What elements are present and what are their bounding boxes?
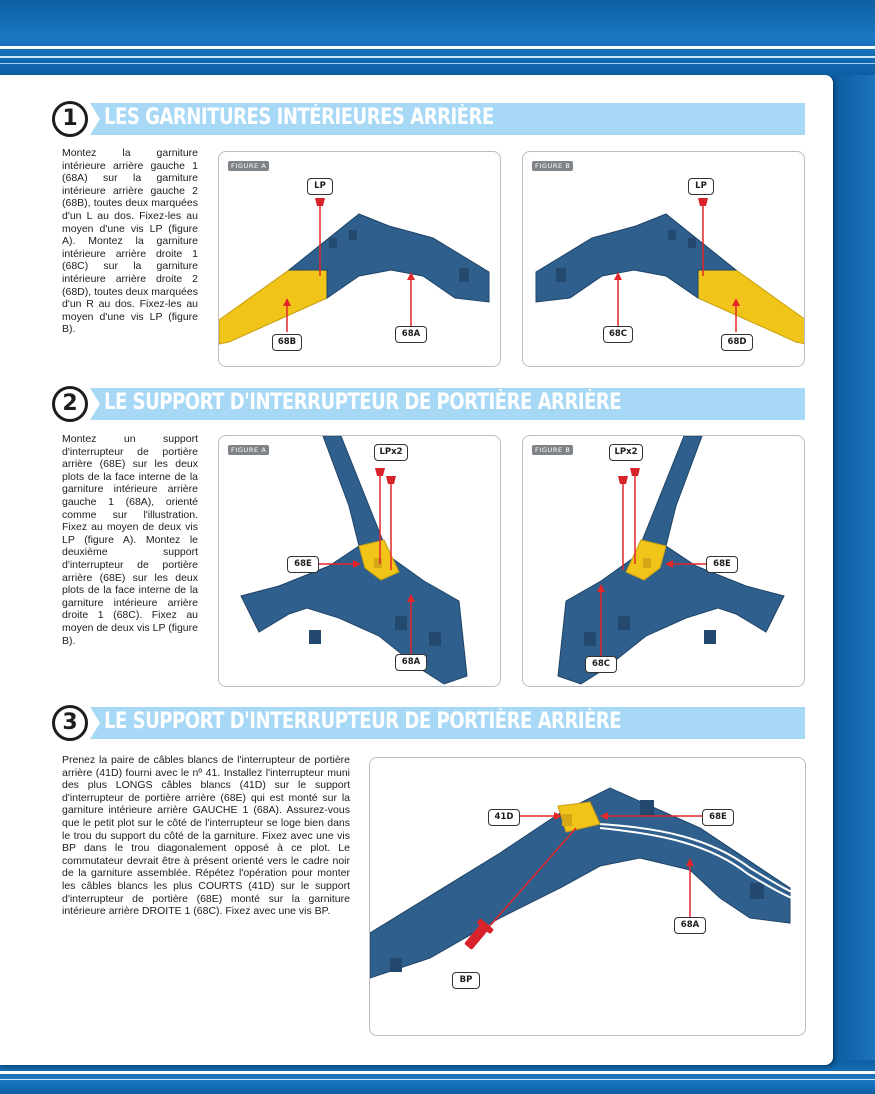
label-bp: BP <box>452 972 480 989</box>
step-2-text: Montez un support d'interrupteur de portière arrière (68E) sur les deux plots de la face interne de la garniture intérieure arrière gauche 1 (68A), orienté comme sur l'illustration. Fixez au moyen de deux vis LP (figure A). Montez le deuxième support d'interrupteur de portière arrière (68E) sur les deux plots de la face interne de la garniture intérieure arrière droite 1 (68C). Fixez au moyen de deux vis LP (figure B). <box>62 433 198 647</box>
trim-assembly-illustration <box>523 152 805 367</box>
label-68a: 68A <box>674 917 706 934</box>
step-1-figure-b <box>522 151 805 367</box>
label-68a: 68A <box>395 326 427 343</box>
figure-tag: FIGURE B <box>532 445 573 455</box>
step-1-text: Montez la garniture intérieure arrière gauche 1 (68A) sur la garniture intérieure arrière gauche 2 (68B), toutes deux marquées d'un L au dos. Fixez-les au moyen d'une vis LP (figure A). Montez la garniture intérieure arrière droite 1 (68C) sur la garniture intérieure arrière droite 2 (68D), toutes deux marquées d'un R au dos. Fixez-les au moyen d'une vis LP (figure B). <box>62 147 198 336</box>
step-2-figure-b <box>522 435 805 687</box>
bracket-assembly-illustration <box>219 436 501 687</box>
step-2-number: 2 <box>52 386 88 422</box>
figure-tag: FIGURE B <box>532 161 573 171</box>
instruction-panel <box>0 75 833 1065</box>
step-3-figure <box>369 757 806 1036</box>
figure-tag: FIGURE A <box>228 445 269 455</box>
step-3-title: LE SUPPORT D'INTERRUPTEUR DE PORTIÈRE ARRIÈRE <box>104 709 622 734</box>
label-68b: 68B <box>272 334 302 351</box>
label-68e: 68E <box>287 556 319 573</box>
step-2-title: LE SUPPORT D'INTERRUPTEUR DE PORTIÈRE ARRIÈRE <box>104 390 622 415</box>
label-41d: 41D <box>488 809 520 826</box>
figure-tag: FIGURE A <box>228 161 269 171</box>
label-lp: LP <box>688 178 714 195</box>
label-lpx2: LPx2 <box>609 444 643 461</box>
top-decorative-band <box>0 0 875 75</box>
switch-wiring-illustration <box>370 758 806 1036</box>
step-3-text: Prenez la paire de câbles blancs de l'interrupteur de portière arrière (41D) fourni avec le nº 41. Installez l'interrupteur muni des plus LONGS câbles blancs (41D) sur le support d'interrupteur de portière arrière (68E) qui est monté sur la garniture intérieure arrière GAUCHE 1 (68A). Assurez-vous que le petit plot sur le côté de l'interrupteur se loge bien dans le trou du support du côté de la garniture. Fixez avec une vis BP dans le trou diagonalement opposé à ce plot. Le commutateur devrait être à présent orienté vers le cadre noir de la garniture assemblée. Répétez l'opération pour monter les câbles blancs les plus COURTS (41D) sur le support d'interrupteur de portière (68E) monté sur la garniture intérieure arrière DROITE 1 (68C). Fixez avec une vis BP. <box>62 754 350 918</box>
label-lpx2: LPx2 <box>374 444 408 461</box>
step-3-number: 3 <box>52 705 88 741</box>
bottom-decorative-band <box>0 1060 875 1094</box>
trim-assembly-illustration <box>219 152 501 367</box>
step-2-figure-a <box>218 435 501 687</box>
label-68d: 68D <box>721 334 753 351</box>
label-68e: 68E <box>702 809 734 826</box>
label-68c: 68C <box>603 326 633 343</box>
label-68a: 68A <box>395 654 427 671</box>
label-lp: LP <box>307 178 333 195</box>
label-68e: 68E <box>706 556 738 573</box>
side-decorative-band <box>830 75 875 1065</box>
step-1-figure-a <box>218 151 501 367</box>
bracket-assembly-illustration <box>523 436 805 687</box>
step-1-number: 1 <box>52 101 88 137</box>
label-68c: 68C <box>585 656 617 673</box>
step-1-title: LES GARNITURES INTÉRIEURES ARRIÈRE <box>104 105 494 130</box>
